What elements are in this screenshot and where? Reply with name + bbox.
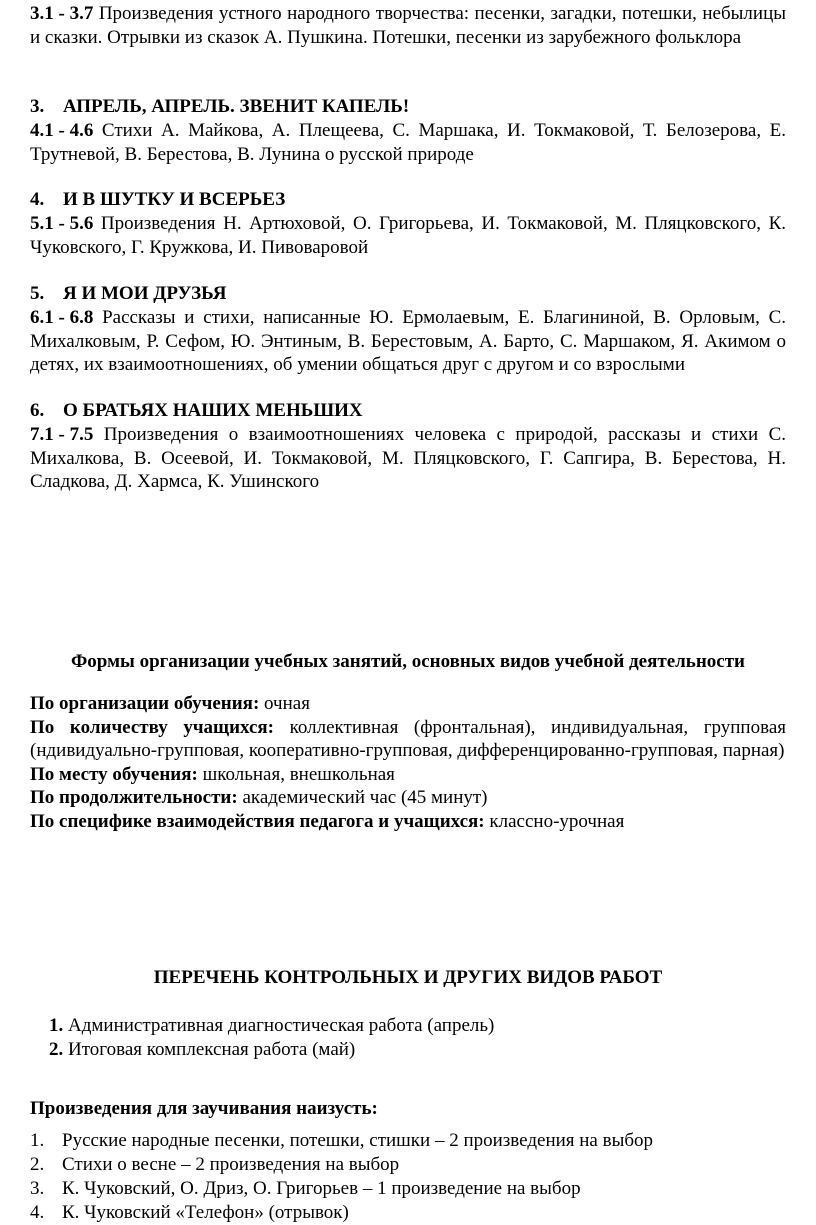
control-item-text: Итоговая комплексная работа (май)	[63, 1038, 356, 1060]
heading-text: Я И МОИ ДРУЗЬЯ	[63, 283, 227, 304]
control-item	[49, 1014, 789, 1038]
forms-item	[30, 786, 786, 810]
section-paragraph	[30, 306, 786, 377]
section-paragraph	[30, 212, 786, 259]
memorize-item-number: 1.	[30, 1130, 45, 1151]
heading-number: 5.	[30, 283, 45, 304]
section-heading	[30, 282, 226, 306]
section-number: 6.1 - 6.8	[30, 307, 94, 328]
forms-item-value: академический час (45 минут)	[237, 787, 488, 808]
control-item	[49, 1038, 789, 1062]
forms-list	[30, 692, 786, 833]
memorize-item	[30, 1201, 786, 1225]
section-number: 4.1 - 4.6	[30, 120, 94, 141]
forms-item-label: По месту обучения:	[30, 763, 198, 785]
forms-title: Формы организации учебных занятий, основных видов учебной деятельности	[70, 651, 746, 672]
memorize-title: Произведения для заучивания наизусть:	[30, 1098, 378, 1119]
forms-item-value: очная	[259, 693, 310, 714]
section-text: Произведения о взаимоотношениях человека с природой, рассказы и стихи С. Михалкова, В. Осеевой, И. Токмаковой, М. Пляцковского, Г. Сапгира, В. Берестова, Н. Сладкова, Д. Хармса, К. Ушинского	[30, 424, 786, 492]
control-title: ПЕРЕЧЕНЬ КОНТРОЛЬНЫХ И ДРУГИХ ВИДОВ РАБОТ	[153, 967, 663, 988]
control-item-text: Административная диагностическая работа (апрель)	[63, 1015, 495, 1036]
memorize-item	[30, 1153, 786, 1177]
heading-text: И В ШУТКУ И ВСЕРЬЕЗ	[63, 189, 286, 210]
heading-text: АПРЕЛЬ, АПРЕЛЬ. ЗВЕНИТ КАПЕЛЬ!	[63, 96, 410, 117]
memorize-item-number: 4.	[30, 1202, 45, 1223]
memorize-item-text: Стихи о весне – 2 произведения на выбор	[62, 1154, 400, 1175]
section-paragraph	[30, 119, 786, 166]
control-item-number: 2.	[49, 1038, 64, 1060]
section-text: Рассказы и стихи, написанные Ю. Ермолаевым, Е. Благининой, В. Орловым, С. Михалковым, Р. Сефом, Ю. Энтиным, В. Берестовым, А. Барто, С. Маршаком, Я. Акимом о детях, их взаимоотношениях, об умении общаться друг с другом и со взрослыми	[30, 307, 786, 375]
memorize-item-text: К. Чуковский, О. Дриз, О. Григорьев – 1 произведение на выбор	[62, 1178, 581, 1199]
forms-item-label: По продолжительности:	[30, 787, 238, 808]
heading-number: 6.	[30, 400, 45, 421]
section-text: Произведения устного народного творчества: песенки, загадки, потешки, небылицы и сказки. Отрывки из сказок А. Пушкина. Потешки, песенки из зарубежного фольклора	[30, 3, 787, 48]
memorize-item	[30, 1177, 786, 1201]
forms-item	[30, 763, 786, 787]
heading-number: 4.	[30, 189, 45, 210]
forms-item-label: По организации обучения:	[30, 693, 260, 714]
memorize-item-number: 3.	[30, 1178, 45, 1199]
forms-item-label: По специфике взаимодействия педагога и учащихся:	[30, 810, 485, 832]
control-list	[49, 1014, 789, 1061]
forms-item-value: классно-урочная	[484, 810, 625, 832]
section-number: 3.1 - 3.7	[30, 3, 94, 24]
heading-number: 3.	[30, 96, 45, 117]
forms-item	[30, 810, 786, 834]
control-item-number: 1.	[49, 1015, 64, 1036]
heading-text: О БРАТЬЯХ НАШИХ МЕНЬШИХ	[63, 400, 363, 421]
forms-item-label: По количеству учащихся:	[30, 716, 275, 738]
memorize-item-text: Русские народные песенки, потешки, стишки – 2 произведения на выбор	[62, 1130, 654, 1151]
section-paragraph	[30, 423, 786, 494]
forms-item	[30, 716, 786, 763]
memorize-item-number: 2.	[30, 1154, 45, 1175]
section-number: 7.1 - 7.5	[30, 424, 94, 445]
forms-item-value: коллективная (фронтальная), индивидуальная, групповая (ндивидуально-групповая, кооперативно-групповая, дифференцированно-групповая, парная)	[30, 716, 786, 761]
section-number: 5.1 - 5.6	[30, 213, 94, 234]
forms-item	[30, 692, 786, 716]
memorize-item-text: К. Чуковский «Телефон» (отрывок)	[62, 1202, 349, 1223]
section-text: Произведения Н. Артюховой, О. Григорьева, И. Токмаковой, М. Пляцковского, К. Чуковского, Г. Кружкова, И. Пивоваровой	[30, 213, 786, 258]
memorize-item	[30, 1129, 786, 1153]
section-text: Стихи А. Майкова, А. Плещеева, С. Маршака, И. Токмаковой, Т. Белозерова, Е. Трутневой, В. Берестова, В. Лунина о русской природе	[30, 120, 787, 165]
memorize-list	[30, 1129, 786, 1225]
forms-item-value: школьная, внешкольная	[197, 763, 395, 785]
section-heading	[30, 95, 409, 119]
section-heading	[30, 399, 363, 423]
section-heading	[30, 188, 285, 212]
section-paragraph	[30, 2, 786, 49]
